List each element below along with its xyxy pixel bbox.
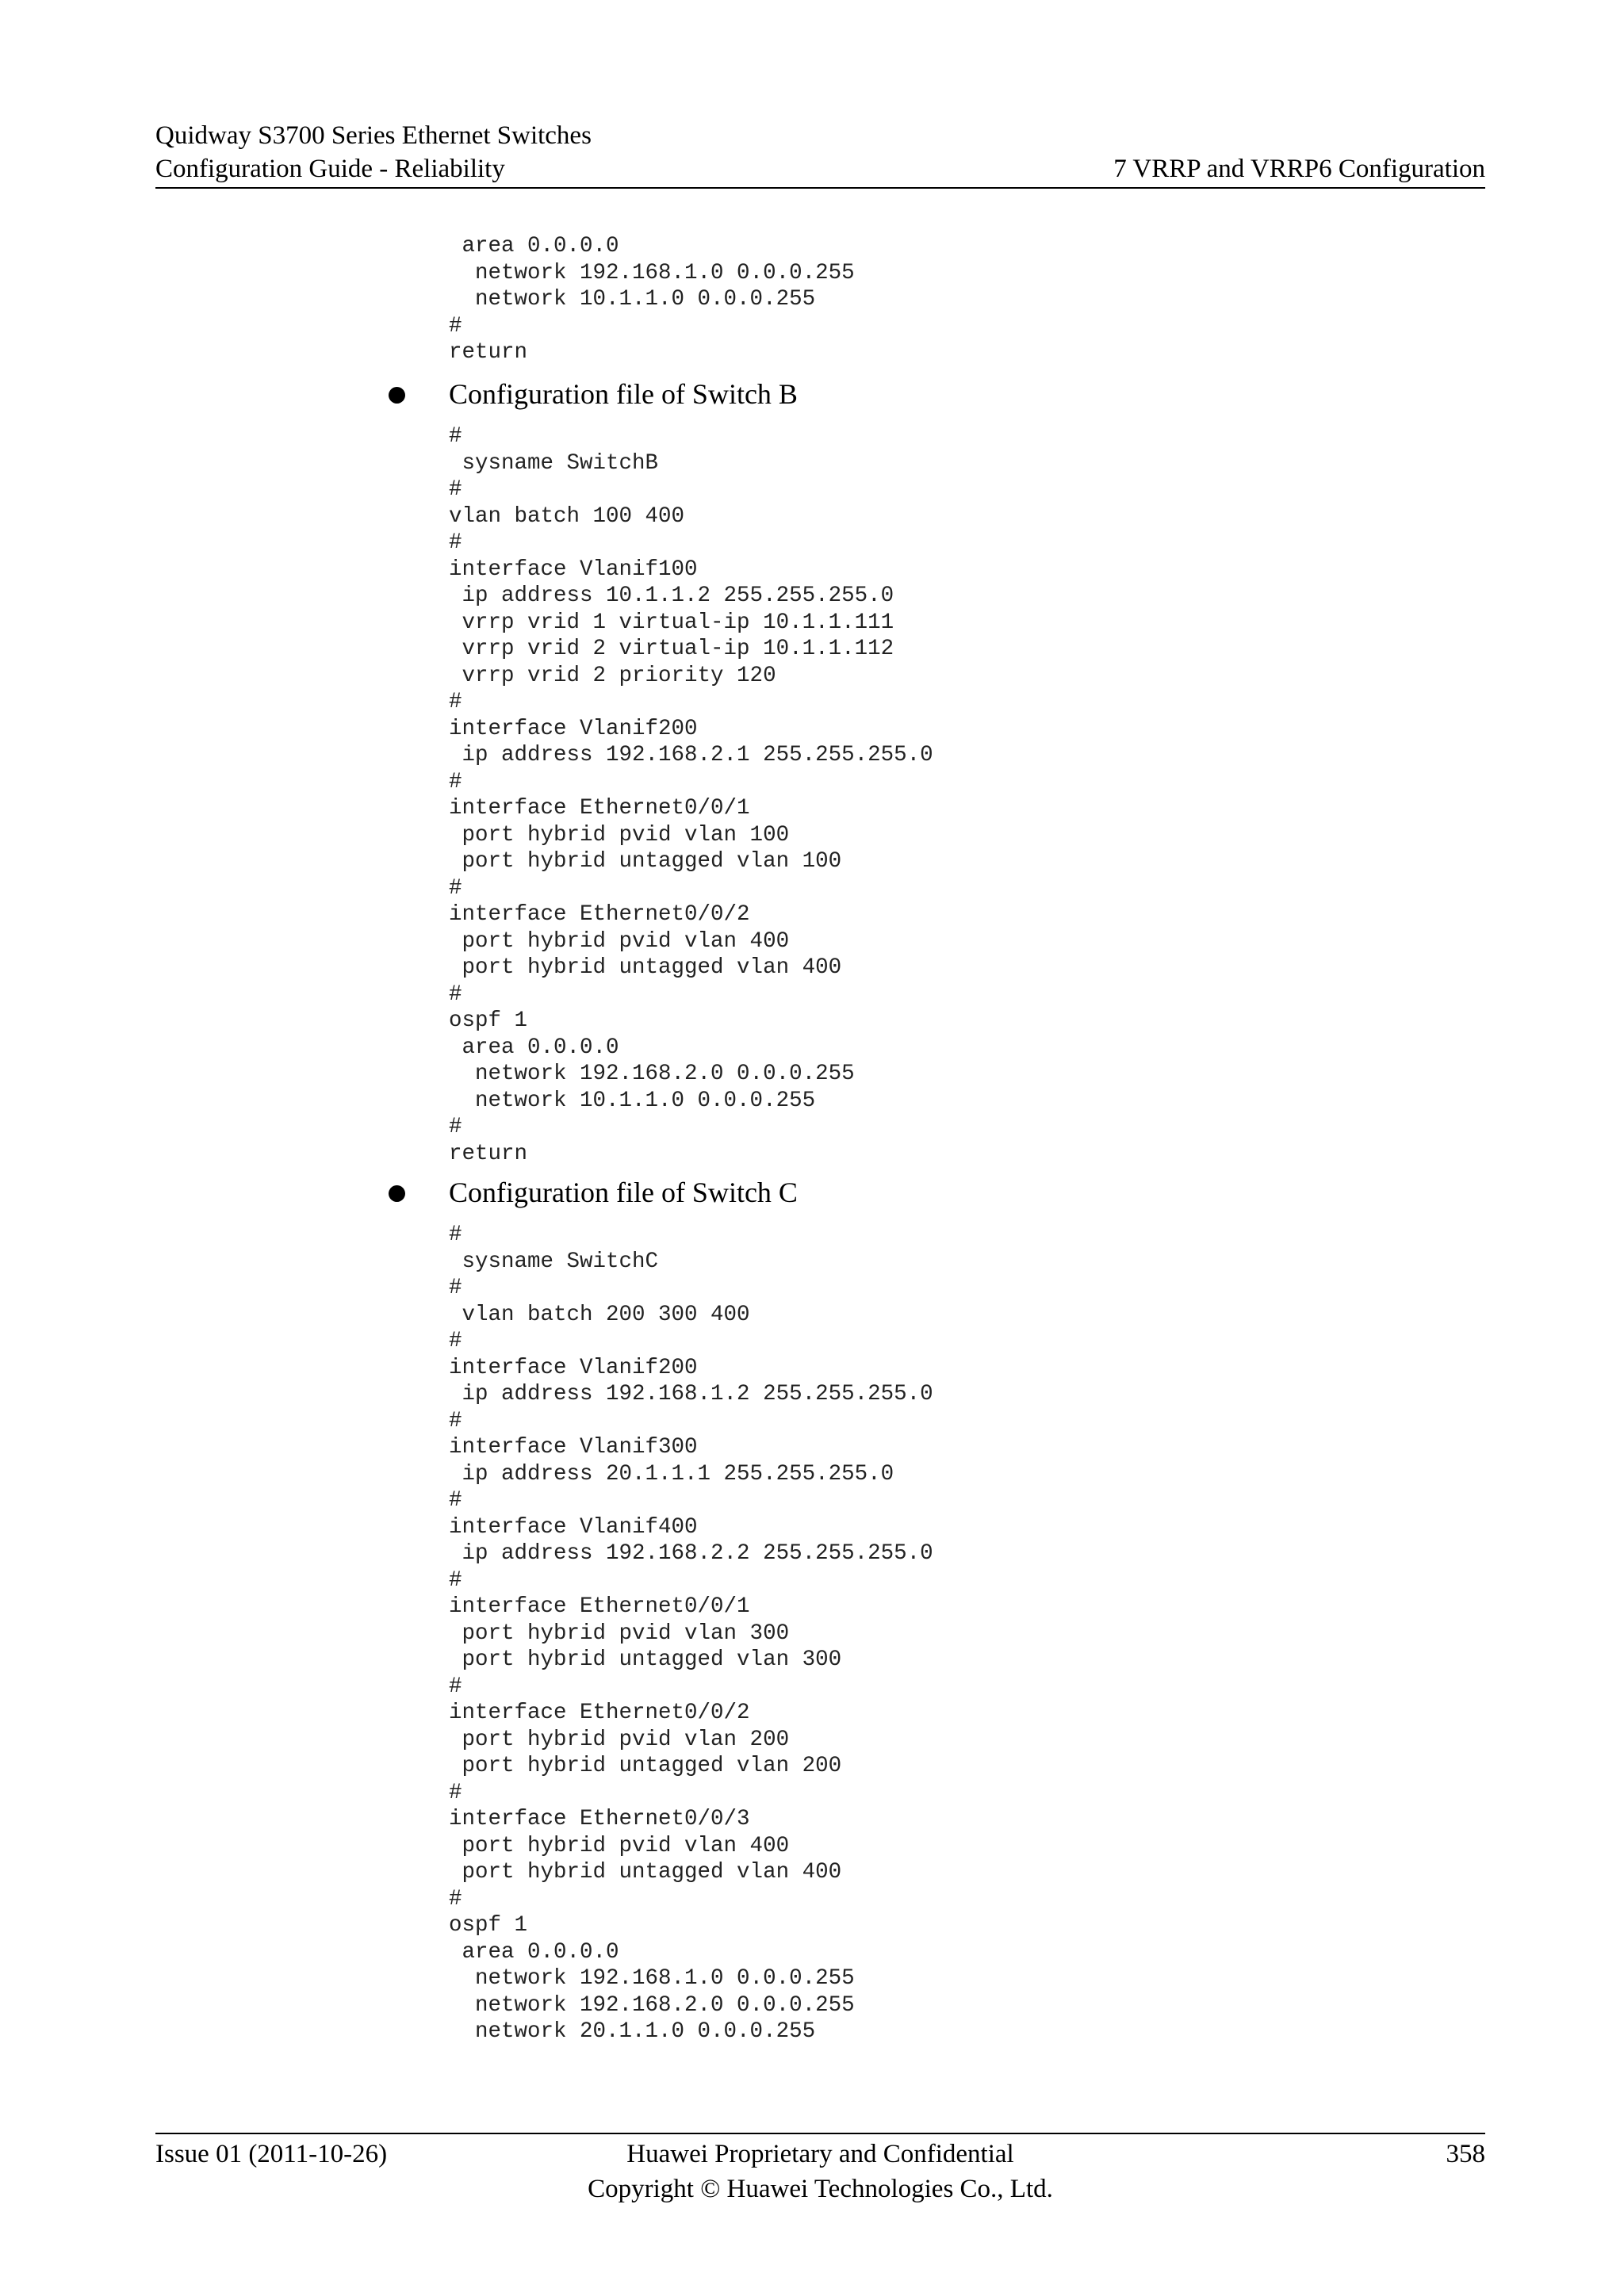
bullet-switch-b-text: Configuration file of Switch B bbox=[449, 378, 798, 410]
bullet-icon bbox=[389, 1185, 405, 1202]
code-block-switch-b: # sysname SwitchB # vlan batch 100 400 # interface Vlanif100 ip address 10.1.1.2 255.255.255.0 vrrp vrid 1 virtual-ip 10.1.1.111 vrrp vrid 2 virtual-ip 10.1.1.112 vrrp vrid 2 priority 120 # interface Vlanif200 ip address 192.168.2.1 255.255.255.0 # interface Ethernet0/0/1 port hybrid pvid vlan 100 port hybrid untagged vlan 100 # interface Ethernet0/0/2 port hybrid pvid vlan 400 port hybrid untagged vlan 400 # ospf 1 area 0.0.0.0 network 192.168.2.0 0.0.0.255 network 10.1.1.0 0.0.0.255 # return bbox=[449, 424, 933, 1166]
header-guide: Configuration Guide - Reliability bbox=[155, 155, 505, 183]
footer-page-number: 358 bbox=[1446, 2140, 1485, 2168]
code-block-switch-a-tail: area 0.0.0.0 network 192.168.1.0 0.0.0.255 network 10.1.1.0 0.0.0.255 # return bbox=[449, 234, 855, 365]
code-block-switch-c: # sysname SwitchC # vlan batch 200 300 400 # interface Vlanif200 ip address 192.168.1.2 255.255.255.0 # interface Vlanif300 ip address 20.1.1.1 255.255.255.0 # interface Vlanif400 ip address 192.168.2.2 255.255.255.0 # interface Ethernet0/0/1 port hybrid pvid vlan 300 port hybrid untagged vlan 300 # interface Ethernet0/0/2 port hybrid pvid vlan 200 port hybrid untagged vlan 200 # interface Ethernet0/0/3 port hybrid pvid vlan 400 port hybrid untagged vlan 400 # ospf 1 area 0.0.0.0 network 192.168.1.0 0.0.0.255 network 192.168.2.0 0.0.0.255 network 20.1.1.0 0.0.0.255 bbox=[449, 1223, 933, 2044]
bullet-switch-c-text: Configuration file of Switch C bbox=[449, 1177, 798, 1208]
footer-issue: Issue 01 (2011-10-26) bbox=[155, 2140, 388, 2168]
bullet-switch-c bbox=[389, 1174, 1102, 1211]
header-product: Quidway S3700 Series Ethernet Switches bbox=[155, 121, 592, 150]
footer-proprietary: Huawei Proprietary and Confidential bbox=[626, 2140, 1014, 2168]
page-header bbox=[155, 119, 1485, 189]
page-footer bbox=[155, 2133, 1485, 2214]
footer-copyright: Copyright © Huawei Technologies Co., Ltd. bbox=[588, 2175, 1053, 2203]
bullet-switch-b bbox=[389, 376, 1102, 412]
bullet-icon bbox=[389, 387, 405, 404]
header-chapter: 7 VRRP and VRRP6 Configuration bbox=[1113, 155, 1485, 183]
